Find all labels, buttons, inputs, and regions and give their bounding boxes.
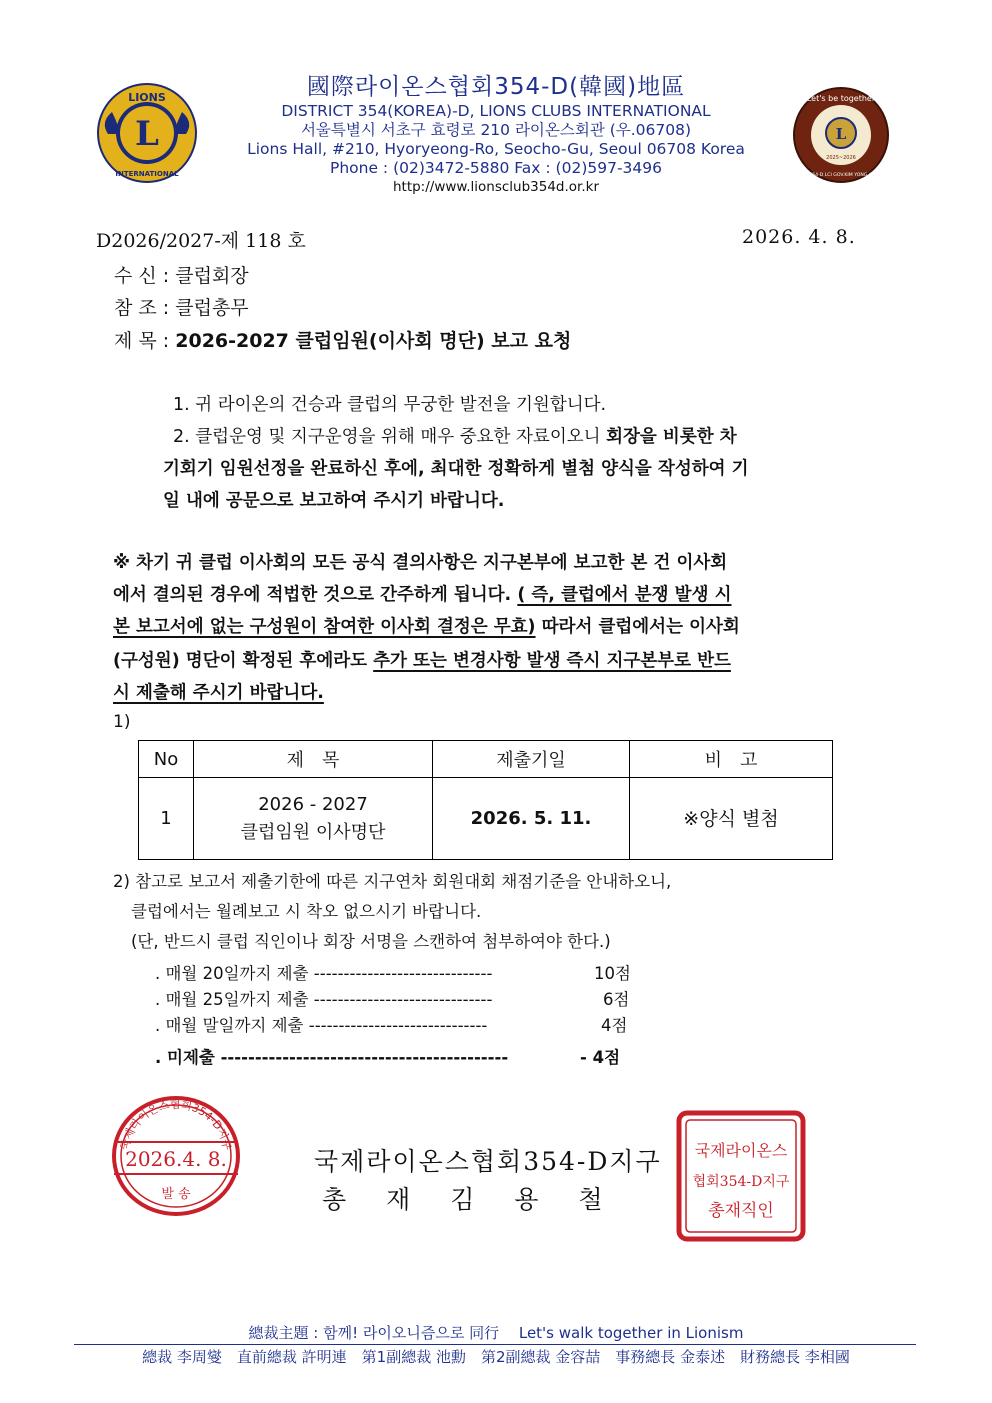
letterhead-address-kr: 서울특별시 서초구 효령로 210 라이온스회관 (우.06708) — [300, 121, 692, 139]
seal-line-1: 국제라이온스 — [694, 1141, 788, 1160]
notice-line-5: 시 제출해 주시기 바랍니다. — [113, 683, 324, 703]
reference-line-1: 2) 참고로 보고서 제출기한에 따른 지구연차 회원대회 채점기준을 안내하오니, — [113, 872, 672, 891]
score-points: 4점 — [601, 1016, 628, 1035]
stamp-date: 2026.4. 8. — [125, 1147, 227, 1171]
paragraph-2-line-2: 기회기 임원선정을 완료하신 후에, 최대한 정확하게 별첨 양식을 작성하여 기 — [163, 459, 749, 479]
reference-field — [114, 293, 249, 320]
cell-title-line-1: 2026 - 2027 — [258, 793, 368, 815]
reference-line-2: 클럽에서는 월례보고 시 착오 없으시기 바랍니다. — [131, 902, 482, 921]
notice-line-2 — [113, 579, 731, 611]
score-label: . 매월 말일까지 제출 ------------------------------ — [155, 1016, 488, 1035]
subject-label: 제 목 : — [114, 330, 170, 352]
notice-line-1: ※ 차기 귀 클럽 이사회의 모든 공식 결의사항은 지구본부에 보고한 본 건 이사회 — [113, 553, 728, 573]
recipient-label: 수 신 : — [114, 265, 170, 287]
notice-line-3-text: 따라서 클럽에서는 이사회 — [541, 617, 740, 637]
footer-theme: 總裁主題 : 함께! 라이오니즘으로 同行 Let's walk together in Lionism — [248, 1324, 744, 1342]
score-points-unsubmitted: - 4점 — [580, 1048, 621, 1067]
footer-officers: 總裁 李周燮 直前總裁 許明連 第1副總裁 池勳 第2副總裁 金容喆 事務總長 金泰述 財務總長 李相國 — [142, 1348, 850, 1366]
official-seal — [676, 1110, 806, 1246]
header-no: No — [139, 741, 194, 778]
paragraph-2-text: 2. 클럽운영 및 지구운영을 위해 매우 중요한 자료이오니 — [173, 427, 601, 447]
cell-due: 2026. 5. 11. — [433, 778, 630, 860]
reference-label: 참 조 : — [114, 297, 170, 319]
subject-field — [114, 326, 571, 353]
footer-divider — [74, 1344, 916, 1345]
cell-note: ※양식 별첨 — [630, 778, 833, 860]
score-points: 6점 — [603, 990, 630, 1009]
paragraph-2-emphasis: 회장을 비롯한 차 — [606, 427, 737, 447]
stamp-arc-text: 국제라이온스협회354-D지구 — [118, 1097, 234, 1152]
letterhead-district: DISTRICT 354(KOREA)-D, LIONS CLUBS INTERNATIONAL — [281, 102, 711, 120]
paragraph-2-line-3: 일 내에 공문으로 보고하여 주시기 바랍니다. — [163, 491, 505, 511]
notice-line-3 — [113, 611, 740, 643]
table-row — [139, 778, 833, 860]
subject-value: 2026-2027 클럽임원(이사회 명단) 보고 요청 — [175, 330, 572, 352]
reference-line-3: (단, 반드시 클럽 직인이나 회장 서명을 스캔하여 첨부하여야 한다.) — [131, 932, 611, 951]
notice-line-2-text: 에서 결의된 경우에 적법한 것으로 간주하게 됩니다. — [113, 585, 512, 605]
header-due: 제출기일 — [433, 741, 630, 778]
schedule-table — [138, 740, 833, 860]
notice-line-2-underlined: ( 즉, 클럽에서 분쟁 발생 시 — [517, 585, 732, 605]
cell-title — [194, 778, 433, 860]
stamp-bottom-text: 발 송 — [161, 1187, 191, 1202]
reference-value: 클럽총무 — [175, 297, 249, 319]
paragraph-2-line-1 — [173, 421, 737, 453]
notice-line-4 — [113, 645, 731, 677]
recipient-value: 클럽회장 — [175, 265, 249, 287]
lions-logo-top-text: LIONS — [128, 91, 166, 104]
badge-top-text: Let's be together — [806, 94, 876, 103]
lions-logo-bottom-text: INTERNATIONAL — [115, 170, 179, 178]
notice-line-3-underlined: 본 보고서에 없는 구성원이 참여한 이사회 결정은 무효) — [113, 617, 536, 637]
score-label: . 매월 20일까지 제출 ------------------------------ — [155, 964, 493, 983]
seal-line-3: 총재직인 — [708, 1201, 774, 1221]
dispatch-stamp — [110, 1094, 242, 1222]
signature-organization: 국제라이온스협회354-D지구 — [314, 1147, 662, 1176]
score-label-unsubmitted: . 미제출 ------------------------------------------ — [155, 1048, 509, 1067]
cell-title-line-2: 클럽임원 이사명단 — [240, 821, 386, 843]
letterhead-url: http://www.lionsclub354d.or.kr — [392, 179, 600, 195]
header-note: 비 고 — [630, 741, 833, 778]
seal-line-2: 협회354-D지구 — [692, 1174, 790, 1190]
score-label: . 매월 25일까지 제출 ------------------------------ — [155, 990, 493, 1009]
badge-bottom-text: DIST 354-D LCI GOV.KIM YONG-CHEOL — [797, 173, 885, 178]
lions-logo-letter: L — [135, 114, 159, 154]
paragraph-1: 1. 귀 라이온의 건승과 클럽의 무궁한 발전을 기원합니다. — [173, 395, 607, 415]
notice-line-4-underlined: 추가 또는 변경사항 발생 즉시 지구본부로 반드 — [373, 651, 731, 671]
cell-no: 1 — [139, 778, 194, 860]
badge-letter: L — [835, 125, 847, 143]
letterhead — [0, 72, 992, 196]
recipient-field — [114, 261, 249, 288]
letterhead-title: 國際라이온스협회354-D(韓國)地區 — [306, 74, 686, 100]
table-header-row — [139, 741, 833, 778]
document-number: D2026/2027-제 118 호 — [96, 230, 306, 252]
table-label: 1) — [113, 712, 131, 732]
letterhead-phone: Phone : (02)3472-5880 Fax : (02)597-3496 — [329, 159, 662, 177]
score-points: 10점 — [594, 964, 631, 983]
badge-year: 2025~2026 — [826, 155, 856, 161]
letterhead-address-en: Lions Hall, #210, Hyoryeong-Ro, Seocho-Gu, Seoul 06708 Korea — [247, 140, 745, 158]
signature-name: 총 재 김 용 철 — [322, 1185, 606, 1214]
header-title: 제 목 — [194, 741, 433, 778]
document-date: 2026. 4. 8. — [742, 226, 856, 248]
notice-line-4-text: (구성원) 명단이 확정된 후에라도 — [113, 651, 368, 671]
